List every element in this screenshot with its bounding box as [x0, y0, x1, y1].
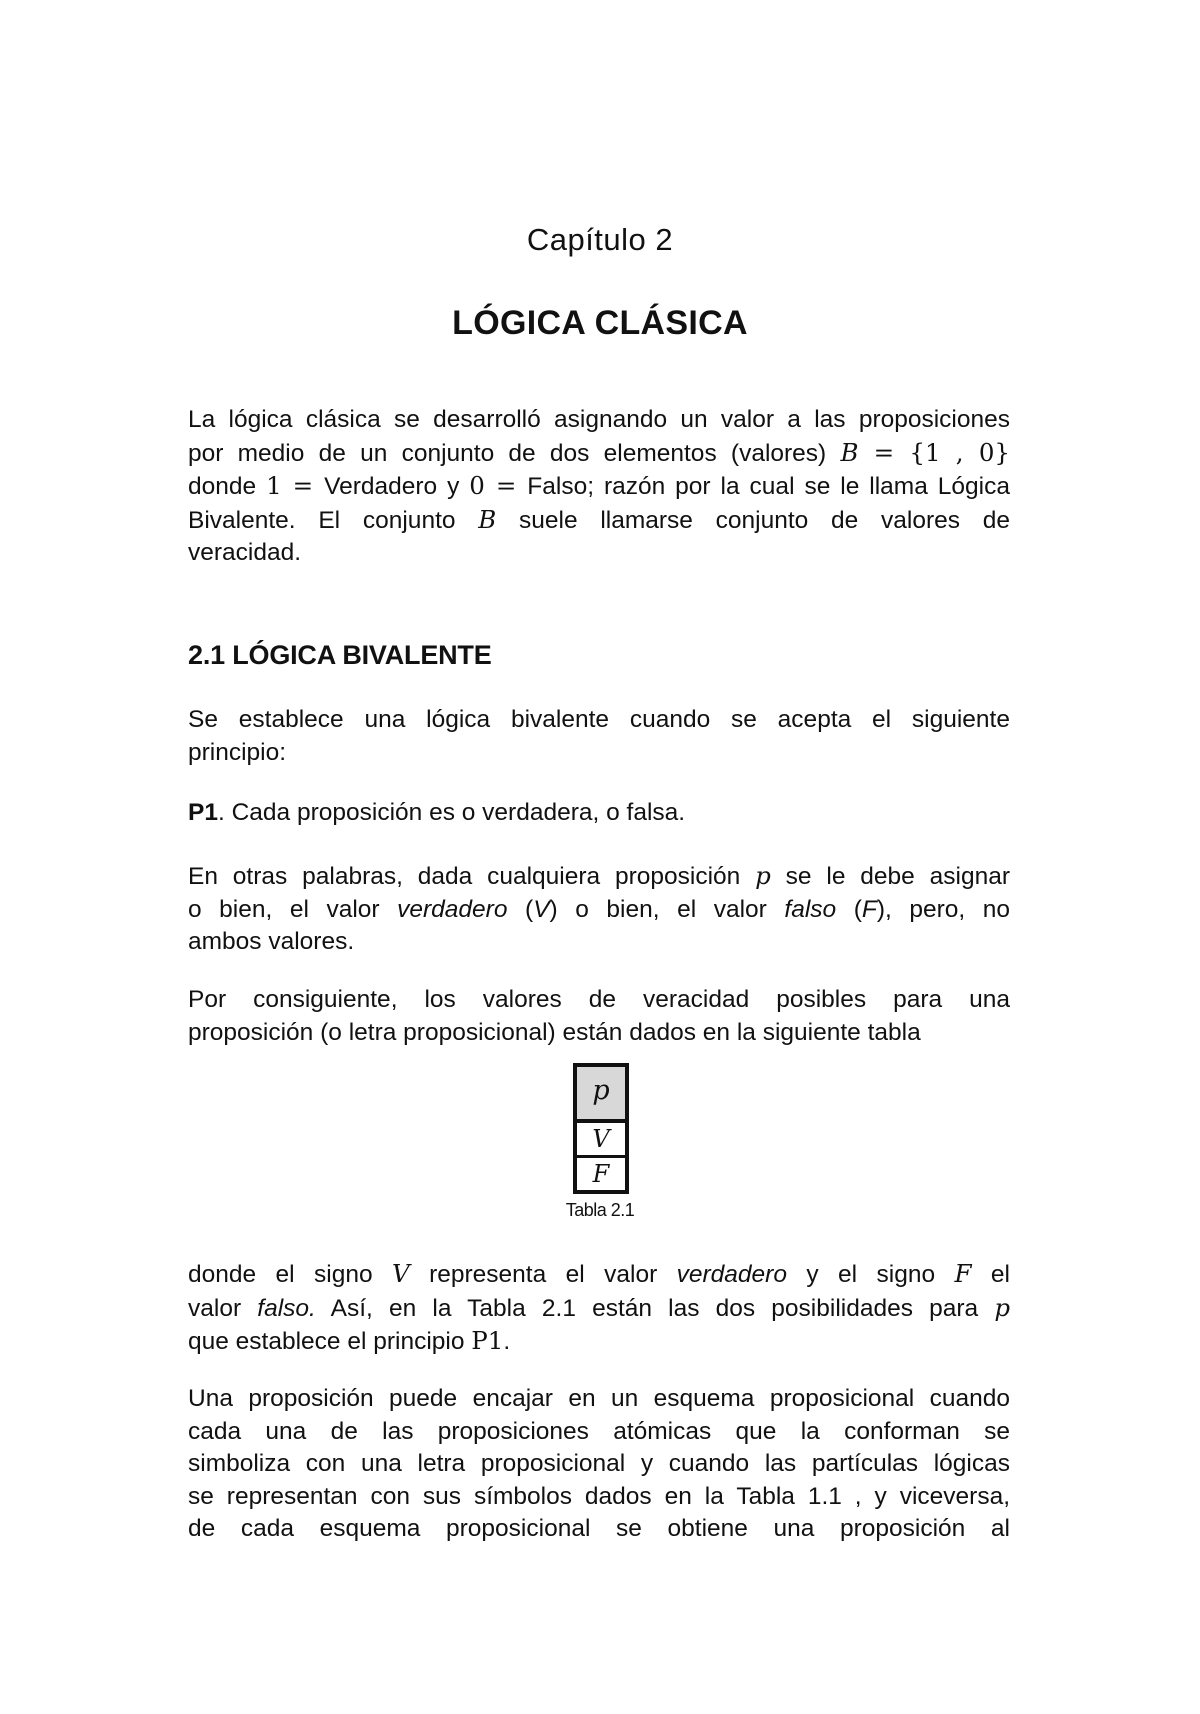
- line: [188, 1292, 1010, 1326]
- line: [188, 1258, 1010, 1292]
- line: [188, 1017, 1010, 1050]
- section-heading: 2.1 LÓGICA BIVALENTE: [188, 640, 492, 670]
- math-expression: = {1 , 0}: [858, 437, 1010, 467]
- text: Así, en la Tabla 2.1 están las dos posibilidades para: [315, 1294, 995, 1322]
- math-symbol: B: [478, 504, 497, 534]
- math-expression: 1 =: [266, 471, 325, 500]
- line: [188, 1481, 1010, 1514]
- text: ), pero, no: [876, 895, 1011, 923]
- math-symbol: V: [392, 1259, 410, 1288]
- math-symbol: p: [994, 1292, 1010, 1322]
- text: se representan con sus símbolos dados en la Tabla 1.1 , y viceversa,: [188, 1482, 1010, 1510]
- line: [188, 1448, 1010, 1481]
- line: [188, 860, 1010, 894]
- math-symbol: p: [755, 861, 771, 890]
- line: [188, 1325, 1010, 1359]
- line: [188, 797, 1010, 830]
- text: proposición (o letra proposicional) están dados en la siguiente tabla: [188, 1018, 921, 1046]
- other-words-paragraph: [188, 860, 1010, 959]
- line: [188, 894, 1010, 927]
- italic-text: verdadero: [397, 895, 508, 923]
- text: principio:: [188, 738, 287, 766]
- principle-label: P1: [188, 799, 218, 826]
- text: valor: [188, 1294, 258, 1322]
- text: o bien, el valor: [188, 895, 398, 923]
- text: ) o bien, el valor: [549, 895, 785, 923]
- text: ambos valores.: [188, 928, 355, 955]
- text: donde el signo: [188, 1261, 392, 1288]
- text: y el signo: [786, 1261, 955, 1288]
- math-symbol: F: [954, 1259, 972, 1288]
- chapter-label: Capítulo 2: [526, 222, 674, 257]
- text: . Cada proposición es o verdadera, o falsa.: [217, 799, 686, 826]
- line: [188, 984, 1010, 1017]
- principle-statement: [188, 797, 1010, 830]
- text: simboliza con una letra proposicional y cuando las partículas lógicas: [188, 1450, 1010, 1477]
- line: [188, 926, 1010, 959]
- chapter-title: LÓGICA CLÁSICA: [452, 304, 748, 342]
- consequently-paragraph: [188, 984, 1010, 1049]
- math-expression: 0 =: [469, 471, 528, 500]
- line: [188, 404, 1010, 437]
- truth-table: [573, 1063, 629, 1194]
- text: Verdadero y: [324, 473, 470, 500]
- text: En otras palabras, dada cualquiera proposición: [188, 863, 756, 890]
- text: representa el valor: [409, 1261, 677, 1288]
- text: donde: [188, 473, 267, 500]
- table-header-cell: p: [577, 1067, 625, 1120]
- line: [188, 1513, 1010, 1546]
- line: [188, 737, 1010, 770]
- line: [188, 1416, 1010, 1449]
- math-symbol: B: [840, 437, 859, 467]
- italic-text: verdadero: [676, 1261, 787, 1288]
- text: La lógica clásica se desarrolló asignando un valor a las proposiciones: [188, 406, 1010, 433]
- text: que establece el principio: [188, 1328, 472, 1355]
- text: Falso; razón por la cual se le llama Lógica: [527, 473, 1010, 500]
- math-expression: P1: [471, 1326, 504, 1355]
- table-caption: Tabla 2.1: [565, 1200, 635, 1220]
- italic-text: F: [861, 895, 877, 923]
- italic-text: falso: [784, 895, 837, 923]
- intro-paragraph: [188, 404, 1010, 570]
- text: .: [503, 1328, 511, 1355]
- text: se le debe asignar: [770, 863, 1011, 890]
- italic-text: V: [533, 895, 550, 923]
- line: [188, 504, 1010, 538]
- text: de cada esquema proposicional se obtiene una proposición al: [188, 1515, 1010, 1542]
- text: (: [507, 895, 534, 923]
- italic-text: falso.: [257, 1294, 316, 1322]
- text: veracidad.: [188, 539, 302, 566]
- line: [188, 437, 1010, 471]
- text: Una proposición puede encajar en un esquema proposicional cuando: [188, 1385, 1010, 1412]
- text: Bivalente. El conjunto: [188, 506, 479, 534]
- text: el: [971, 1261, 1010, 1288]
- table-cell: V: [577, 1120, 625, 1155]
- text: Se establece una lógica bivalente cuando se acepta el siguiente: [188, 706, 1010, 733]
- text: cada una de las proposiciones atómicas que la conforman se: [188, 1417, 1010, 1445]
- text: suele llamarse conjunto de valores de: [496, 506, 1010, 534]
- text: Por consiguiente, los valores de veracidad posibles para una: [188, 986, 1010, 1013]
- signs-paragraph: [188, 1258, 1010, 1359]
- principle-intro-paragraph: [188, 704, 1010, 769]
- line: [188, 1383, 1010, 1416]
- schema-paragraph: [188, 1383, 1010, 1546]
- table-cell: F: [577, 1155, 625, 1190]
- line: [188, 704, 1010, 737]
- line: [188, 537, 1010, 570]
- text: por medio de un conjunto de dos elementos (valores): [188, 439, 841, 467]
- text: (: [836, 895, 862, 923]
- line: [188, 470, 1010, 504]
